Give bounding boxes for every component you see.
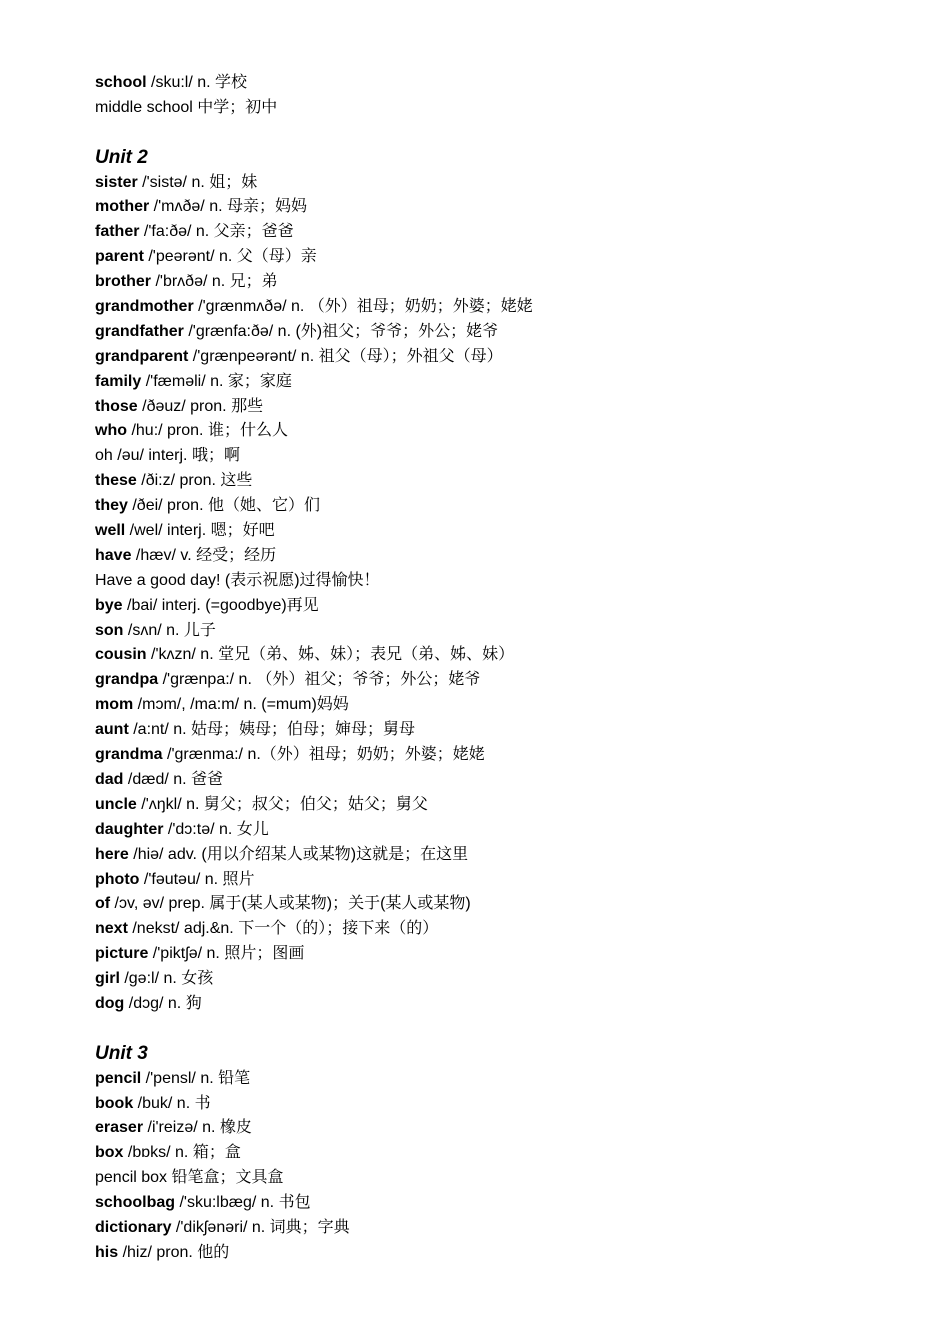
vocab-entry [95, 295, 915, 320]
vocab-entry [95, 519, 915, 544]
vocab-definition: /'fəutəu/ n. 照片 [139, 870, 255, 888]
vocab-word: mother [95, 198, 150, 216]
vocab-entry [95, 1067, 915, 1092]
vocab-word: next [95, 920, 128, 938]
vocab-definition: Have a good day! (表示祝愿)过得愉快！ [95, 571, 380, 589]
vocab-definition: /'grænpa:/ n. （外）祖父；爷爷；外公；姥爷 [158, 671, 481, 689]
vocab-entry [95, 469, 915, 494]
vocab-word: here [95, 845, 129, 863]
vocab-entry [95, 494, 915, 519]
vocab-definition: /ði:z/ pron. 这些 [136, 472, 253, 490]
vocab-entry [95, 1216, 915, 1241]
vocab-entry [95, 195, 915, 220]
vocab-word: photo [95, 870, 140, 888]
vocab-entry [95, 693, 915, 718]
vocab-entry [95, 370, 915, 395]
vocab-definition: /wel/ interj. 嗯；好吧 [125, 522, 275, 540]
vocab-entry [95, 345, 915, 370]
vocab-definition: /a:nt/ n. 姑母；姨母；伯母；婶母；舅母 [128, 721, 416, 739]
vocab-entry [95, 868, 915, 893]
vocab-entry [95, 1141, 915, 1166]
vocab-word: grandfather [95, 322, 184, 340]
vocab-word: uncle [95, 795, 137, 813]
vocab-entry [95, 892, 915, 917]
unit-heading: Unit 2 [95, 146, 148, 168]
vocab-definition: /'mʌðə/ n. 母亲；妈妈 [149, 198, 307, 216]
vocab-word: schoolbag [95, 1194, 176, 1212]
vocab-definition: /gə:l/ n. 女孩 [119, 970, 214, 988]
vocab-definition: /sku:l/ n. 学校 [146, 74, 248, 91]
vocab-definition: /nekst/ adj.&n. 下一个（的）；接下来（的） [127, 920, 439, 938]
vocab-definition: /bai/ interj. (=goodbye)再见 [122, 596, 319, 614]
vocab-definition: /'dikʃənəri/ n. 词典；字典 [171, 1218, 350, 1236]
vocab-definition: /hiə/ adv. (用以介绍某人或某物)这就是；在这里 [128, 845, 469, 863]
vocab-definition: /'fæməli/ n. 家；家庭 [141, 372, 292, 390]
vocab-definition: /bɒks/ n. 箱；盒 [123, 1144, 241, 1162]
vocab-definition: /'sku:lbæg/ n. 书包 [175, 1194, 311, 1212]
vocab-word: school [95, 74, 147, 91]
vocab-entry [95, 171, 915, 196]
vocab-entry [95, 544, 915, 569]
vocab-entry [95, 992, 915, 1017]
vocab-entry [95, 270, 915, 295]
vocabulary-page [95, 71, 915, 1266]
vocab-definition: /i'reizə/ n. 橡皮 [143, 1119, 252, 1137]
vocab-word: daughter [95, 820, 164, 838]
vocab-entry [95, 444, 915, 469]
vocab-definition: /sʌn/ n. 儿子 [123, 621, 216, 639]
vocab-definition: /ɔv, əv/ prep. 属于(某人或某物)；关于(某人或某物) [110, 895, 471, 913]
vocab-definition: /'grænmʌðə/ n. （外）祖母；奶奶；外婆；姥姥 [193, 298, 533, 316]
vocab-definition: /ðəuz/ pron. 那些 [137, 397, 264, 415]
vocab-entry [95, 743, 915, 768]
section-gap [95, 121, 915, 146]
vocab-entry [95, 1191, 915, 1216]
vocab-definition: /'peərənt/ n. 父（母）亲 [143, 248, 317, 266]
vocab-definition: middle school 中学；初中 [95, 98, 278, 116]
vocab-entry [95, 96, 915, 121]
vocab-entry [95, 220, 915, 245]
vocab-word: who [95, 422, 127, 440]
vocab-entry [95, 1241, 915, 1266]
vocab-definition: oh /əu/ interj. 哦；啊 [95, 447, 240, 465]
vocab-word: parent [95, 248, 144, 266]
vocab-definition: /hæv/ v. 经受；经历 [131, 546, 277, 564]
vocab-definition: /'grænma:/ n.（外）祖母；奶奶；外婆；姥姥 [162, 746, 485, 764]
vocab-word: these [95, 472, 137, 490]
vocab-entry [95, 718, 915, 743]
vocab-word: mom [95, 696, 134, 714]
vocab-entry [95, 1092, 915, 1117]
vocab-word: grandmother [95, 298, 194, 316]
vocab-definition: /'ʌŋkl/ n. 舅父；叔父；伯父；姑父；舅父 [136, 795, 428, 813]
vocab-entry [95, 843, 915, 868]
vocab-entry [95, 643, 915, 668]
vocab-entry [95, 1116, 915, 1141]
vocab-word: brother [95, 273, 151, 291]
vocab-definition: /'brʌðə/ n. 兄；弟 [151, 273, 278, 291]
vocab-entry [95, 569, 915, 594]
vocab-definition: /dæd/ n. 爸爸 [123, 770, 224, 788]
vocab-definition: /'grænpeərənt/ n. 祖父（母）；外祖父（母） [188, 347, 503, 365]
vocab-entry [95, 793, 915, 818]
vocab-word: book [95, 1094, 134, 1112]
vocab-definition: /ðei/ pron. 他（她、它）们 [127, 497, 320, 515]
vocab-word: aunt [95, 721, 129, 739]
vocab-definition: /buk/ n. 书 [133, 1094, 211, 1112]
vocab-entry [95, 668, 915, 693]
vocab-word: bye [95, 596, 123, 614]
vocab-word: dictionary [95, 1218, 172, 1236]
vocab-word: cousin [95, 646, 147, 664]
vocab-word: girl [95, 970, 120, 988]
vocab-definition: /'sistə/ n. 姐；妹 [137, 173, 258, 191]
vocab-word: grandpa [95, 671, 159, 689]
vocab-definition: /dɔg/ n. 狗 [124, 994, 202, 1012]
vocab-word: box [95, 1144, 124, 1162]
unit-heading: Unit 3 [95, 1042, 148, 1064]
vocab-word: dog [95, 994, 125, 1012]
vocab-word: picture [95, 945, 149, 963]
vocab-definition: /'grænfa:ðə/ n. (外)祖父；爷爷；外公；姥爷 [183, 322, 499, 340]
vocab-word: family [95, 372, 142, 390]
section-gap [95, 1017, 915, 1042]
vocab-entry [95, 967, 915, 992]
vocab-word: father [95, 223, 140, 241]
vocab-entry [95, 619, 915, 644]
vocab-entry [95, 419, 915, 444]
vocab-entry [95, 245, 915, 270]
vocab-entry [95, 320, 915, 345]
vocab-word: eraser [95, 1119, 144, 1137]
vocab-word: grandparent [95, 347, 189, 365]
vocab-entry [95, 395, 915, 420]
vocab-entry [95, 1166, 915, 1191]
vocab-entry [95, 917, 915, 942]
vocab-word: of [95, 895, 111, 913]
vocab-word: pencil [95, 1069, 142, 1087]
vocab-word: have [95, 546, 132, 564]
vocab-definition: /'kʌzn/ n. 堂兄（弟、姊、妹）；表兄（弟、姊、妹） [146, 646, 515, 664]
vocab-definition: /'fa:ðə/ n. 父亲；爸爸 [139, 223, 294, 241]
vocab-word: those [95, 397, 138, 415]
vocab-entry [95, 768, 915, 793]
vocab-definition: pencil box 铅笔盒；文具盒 [95, 1169, 284, 1187]
vocab-definition: /'dɔ:tə/ n. 女儿 [163, 820, 269, 838]
vocab-definition: /hu:/ pron. 谁；什么人 [127, 422, 288, 440]
vocab-entry [95, 818, 915, 843]
vocab-word: grandma [95, 746, 163, 764]
vocab-entry [95, 71, 915, 96]
vocab-word: they [95, 497, 128, 515]
vocab-word: well [95, 522, 126, 540]
vocab-word: dad [95, 770, 124, 788]
vocab-word: sister [95, 173, 138, 191]
vocab-word: his [95, 1243, 119, 1261]
vocab-word: son [95, 621, 124, 639]
vocab-definition: /hiz/ pron. 他的 [118, 1243, 230, 1261]
vocab-definition: /'pensl/ n. 铅笔 [141, 1069, 251, 1087]
vocab-definition: /'piktʃə/ n. 照片；图画 [148, 945, 305, 963]
vocab-definition: /mɔm/, /ma:m/ n. (=mum)妈妈 [133, 696, 349, 714]
vocab-entry [95, 594, 915, 619]
vocab-entry [95, 942, 915, 967]
